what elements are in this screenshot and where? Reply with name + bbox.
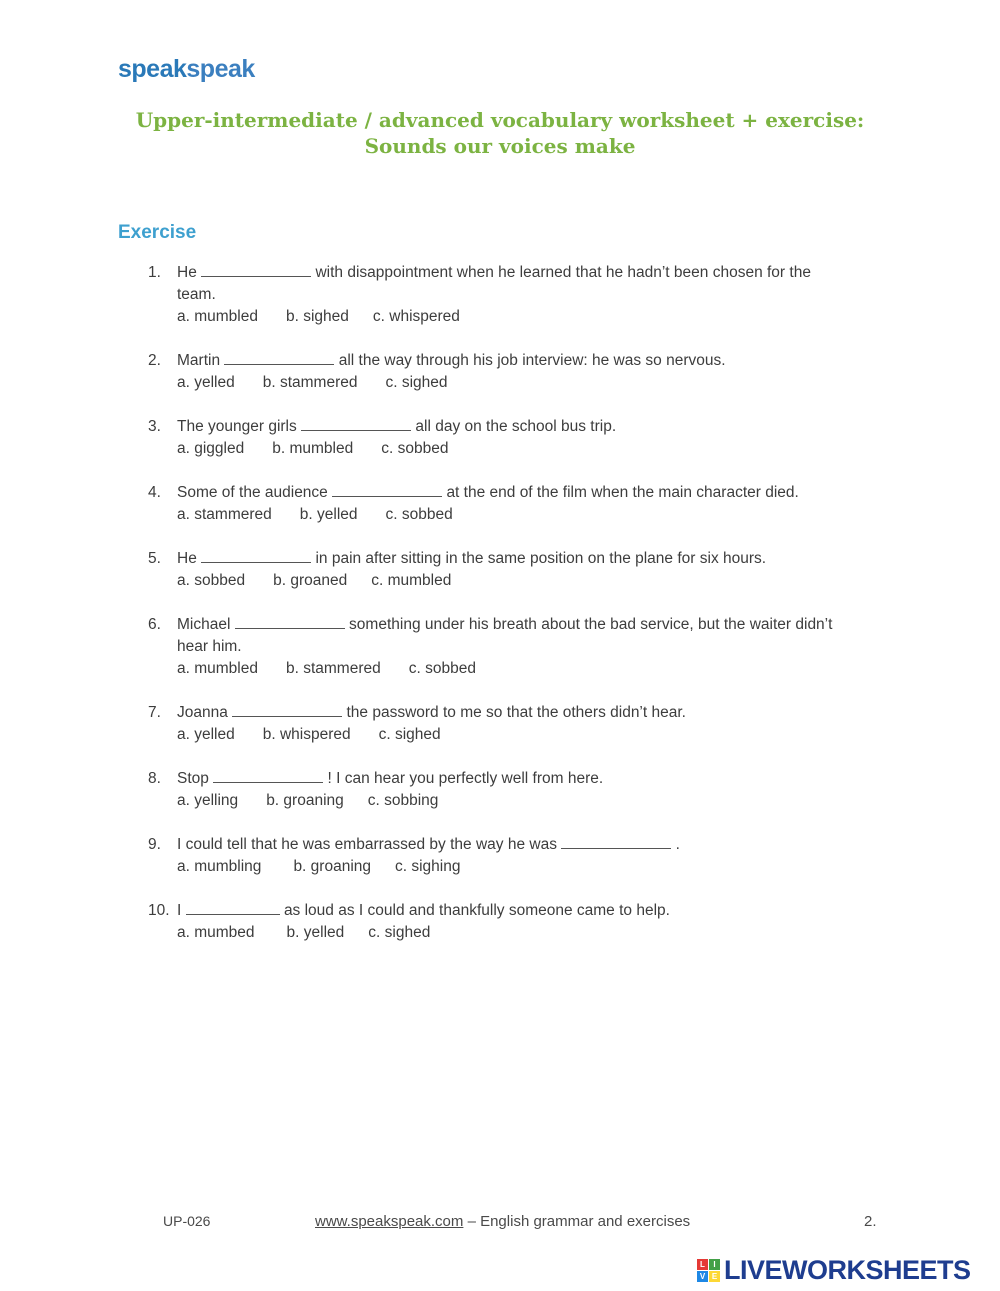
question-1 [148, 262, 868, 328]
question-text-after: . [675, 836, 680, 853]
answer-option: a. giggled [177, 440, 245, 457]
question-text [177, 482, 868, 504]
answer-options [177, 658, 868, 680]
question-number: 4. [148, 484, 161, 501]
answer-option: a. mumbled [177, 308, 258, 325]
speakspeak-logo [118, 55, 255, 84]
answer-option: b. groaned [273, 572, 348, 589]
question-number: 2. [148, 352, 161, 369]
answer-option: c. sobbed [385, 506, 453, 523]
question-8 [148, 768, 868, 812]
answer-option: a. yelled [177, 374, 235, 391]
answer-blank[interactable] [232, 702, 342, 717]
question-text [177, 262, 868, 284]
answer-blank[interactable] [224, 350, 334, 365]
answer-blank[interactable] [301, 416, 411, 431]
footer-tagline: – English grammar and exercises [463, 1213, 691, 1230]
answer-option: c. sobbed [408, 660, 476, 677]
answer-option: a. yelling [177, 792, 239, 809]
page-number: 2. [864, 1213, 877, 1230]
answer-blank[interactable] [213, 768, 323, 783]
question-text [177, 416, 868, 438]
answer-options [177, 504, 868, 526]
question-text-before: He [177, 264, 197, 281]
question-text-after: something under his breath about the bad service, but the waiter didn’t [349, 616, 833, 633]
answer-blank[interactable] [186, 900, 280, 915]
question-number: 5. [148, 550, 161, 567]
question-text-after: ! I can hear you perfectly well from here. [327, 770, 604, 787]
answer-options [177, 790, 868, 812]
answer-option: c. whispered [372, 308, 460, 325]
answer-option: b. groaning [266, 792, 344, 809]
answer-option: b. groaning [293, 858, 371, 875]
icon-letter: I [709, 1259, 720, 1270]
answer-option: a. mumbling [177, 858, 262, 875]
question-text [177, 834, 868, 856]
answer-option: a. yelled [177, 726, 235, 743]
question-text-before: Stop [177, 770, 209, 787]
question-10 [148, 900, 868, 944]
question-number: 1. [148, 264, 161, 281]
icon-letter: L [697, 1259, 708, 1270]
answer-blank[interactable] [235, 614, 345, 629]
question-text [177, 350, 868, 372]
answer-option: c. sighed [378, 726, 441, 743]
question-text-before: He [177, 550, 197, 567]
question-text-before: Some of the audience [177, 484, 328, 501]
footer-link[interactable]: www.speakspeak.com [315, 1213, 464, 1230]
question-number: 7. [148, 704, 161, 721]
question-number: 10. [148, 902, 170, 919]
answer-options [177, 372, 868, 394]
question-7 [148, 702, 868, 746]
answer-option: a. stammered [177, 506, 272, 523]
answer-option: c. sobbing [367, 792, 439, 809]
question-3 [148, 416, 868, 460]
liveworksheets-icon [697, 1259, 720, 1282]
question-text-after: all day on the school bus trip. [415, 418, 617, 435]
question-text [177, 768, 868, 790]
question-4 [148, 482, 868, 526]
answer-blank[interactable] [201, 262, 311, 277]
question-2 [148, 350, 868, 394]
question-text [177, 702, 868, 724]
question-text-before: Michael [177, 616, 231, 633]
question-number: 8. [148, 770, 161, 787]
answer-option: a. sobbed [177, 572, 246, 589]
answer-options [177, 922, 868, 944]
icon-letter: E [709, 1271, 720, 1282]
question-text-after: as loud as I could and thankfully someone came to help. [283, 902, 670, 919]
question-text [177, 614, 868, 636]
footer-code: UP-026 [163, 1213, 211, 1229]
question-text-before: I could tell that he was embarrassed by the way he was [177, 836, 557, 853]
title-line-1: Upper-intermediate / advanced vocabulary worksheet + exercise: [135, 108, 865, 132]
answer-option: b. whispered [262, 726, 351, 743]
question-text-after: the password to me so that the others didn’t hear. [346, 704, 686, 721]
answer-option: c. sighing [395, 858, 461, 875]
liveworksheets-watermark [697, 1254, 971, 1286]
answer-options [177, 438, 868, 460]
answer-option: b. stammered [262, 374, 358, 391]
liveworksheets-text: LIVEWORKSHEETS [724, 1254, 971, 1285]
logo-part-2: speak [186, 55, 255, 83]
answer-blank[interactable] [332, 482, 442, 497]
section-heading: Exercise [118, 222, 197, 243]
footer-text [315, 1213, 690, 1230]
answer-options [177, 856, 868, 878]
answer-options [177, 306, 868, 328]
question-number: 9. [148, 836, 161, 853]
icon-letter: V [697, 1271, 708, 1282]
answer-option: b. mumbled [272, 440, 354, 457]
question-text-after: in pain after sitting in the same position on the plane for six hours. [315, 550, 767, 567]
question-5 [148, 548, 868, 592]
question-text-after: at the end of the film when the main character died. [446, 484, 799, 501]
answer-blank[interactable] [201, 548, 311, 563]
question-text-before: The younger girls [177, 418, 297, 435]
question-text-continued: hear him. [177, 638, 242, 655]
answer-option: b. sighed [285, 308, 349, 325]
logo-part-1: speak [118, 55, 187, 83]
answer-option: a. mumbled [177, 660, 258, 677]
question-number: 3. [148, 418, 161, 435]
answer-blank[interactable] [561, 834, 671, 849]
question-text-after: with disappointment when he learned that he hadn’t been chosen for the [315, 264, 811, 281]
question-9 [148, 834, 868, 878]
answer-option: c. sobbed [381, 440, 449, 457]
question-text-before: Joanna [177, 704, 228, 721]
question-text-before: Martin [177, 352, 221, 369]
question-text-before: I [177, 902, 182, 919]
question-text [177, 900, 868, 922]
answer-option: b. yelled [286, 924, 345, 941]
answer-options [177, 570, 868, 592]
answer-option: c. mumbled [371, 572, 452, 589]
question-text-after: all the way through his job interview: he was so nervous. [338, 352, 726, 369]
question-number: 6. [148, 616, 161, 633]
question-text [177, 548, 868, 570]
answer-option: c. sighed [368, 924, 431, 941]
question-6 [148, 614, 868, 680]
title-line-2: Sounds our voices make [364, 134, 636, 158]
answer-option: a. mumbed [177, 924, 255, 941]
question-text-continued: team. [177, 286, 216, 303]
answer-options [177, 724, 868, 746]
answer-option: b. stammered [285, 660, 381, 677]
answer-option: c. sighed [385, 374, 448, 391]
answer-option: b. yelled [299, 506, 358, 523]
